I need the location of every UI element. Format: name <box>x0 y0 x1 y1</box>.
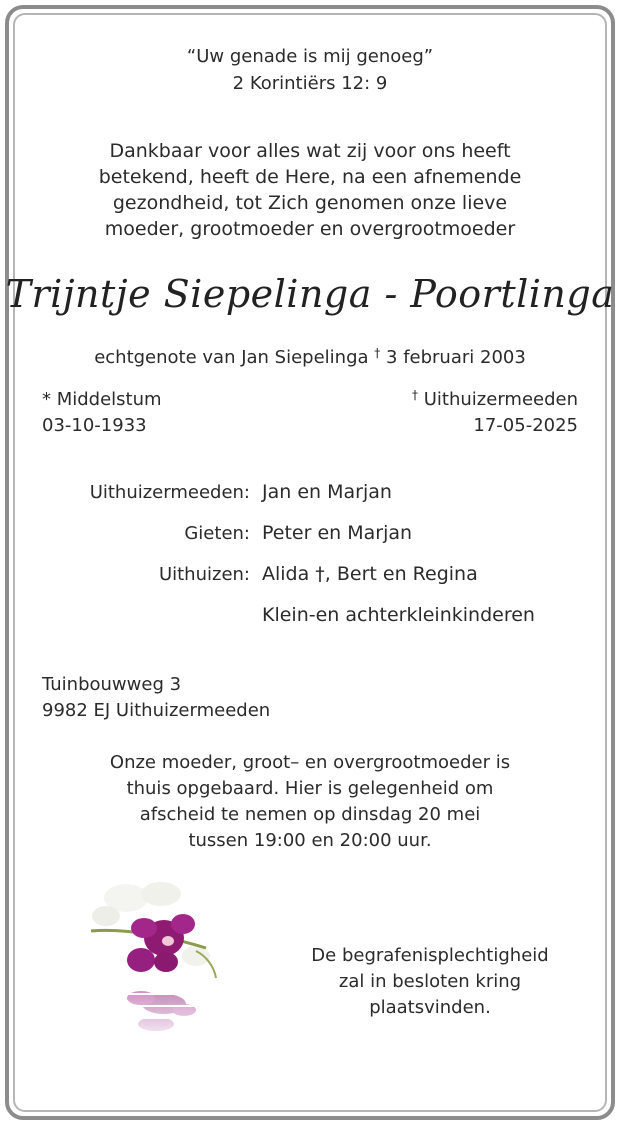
viewing-line: Onze moeder, groot– en overgrootmoeder is <box>109 752 511 773</box>
birth-date: 03-10-1933 <box>42 415 147 436</box>
cross-symbol: † <box>412 388 419 402</box>
family-place: Uithuizermeeden: <box>89 482 250 503</box>
death-place: Uithuizermeeden <box>423 389 578 410</box>
death-date: 17-05-2025 <box>473 415 578 436</box>
viewing-line: thuis opgebaard. Hier is gelegenheid om <box>126 778 494 799</box>
intro-line: gezondheid, tot Zich genomen onze lieve <box>112 192 508 214</box>
family-names: Peter en Marjan <box>262 522 413 544</box>
family-names: Alida †, Bert en Regina <box>262 563 478 585</box>
family-names: Klein-en achterkleinkinderen <box>262 604 535 626</box>
bible-quote: “Uw genade is mij genoeg” <box>186 46 434 67</box>
intro-line: betekend, heeft de Here, na een afnemende <box>98 166 522 188</box>
spouse-line <box>0 345 620 372</box>
address-street: Tuinbouwweg 3 <box>42 674 182 695</box>
orchid-image <box>86 876 236 1046</box>
family-place: Uithuizen: <box>158 564 250 585</box>
address-postal: 9982 EJ Uithuizermeeden <box>42 700 271 721</box>
spouse-death-date: 3 februari 2003 <box>386 347 526 368</box>
funeral-line: zal in besloten kring <box>338 971 522 992</box>
intro-line: moeder, grootmoeder en overgrootmoeder <box>104 218 516 240</box>
viewing-line: afscheid te nemen op dinsdag 20 mei <box>139 804 481 825</box>
bible-reference: 2 Korintiërs 12: 9 <box>232 73 388 94</box>
spouse-prefix: echtgenote van Jan Siepelinga <box>94 347 369 368</box>
intro-line: Dankbaar voor alles wat zij voor ons heeft <box>109 140 511 162</box>
funeral-line: plaatsvinden. <box>369 997 491 1018</box>
family-names: Jan en Marjan <box>262 481 392 503</box>
deceased-name: Trijntje Siepelinga - Poortlinga <box>5 272 615 316</box>
viewing-line: tussen 19:00 en 20:00 uur. <box>188 830 432 851</box>
cross-symbol: † <box>374 346 381 360</box>
birth-place: * Middelstum <box>42 389 162 410</box>
funeral-line: De begrafenisplechtigheid <box>311 945 549 966</box>
death-place-line <box>412 387 578 414</box>
family-place: Gieten: <box>184 523 250 544</box>
